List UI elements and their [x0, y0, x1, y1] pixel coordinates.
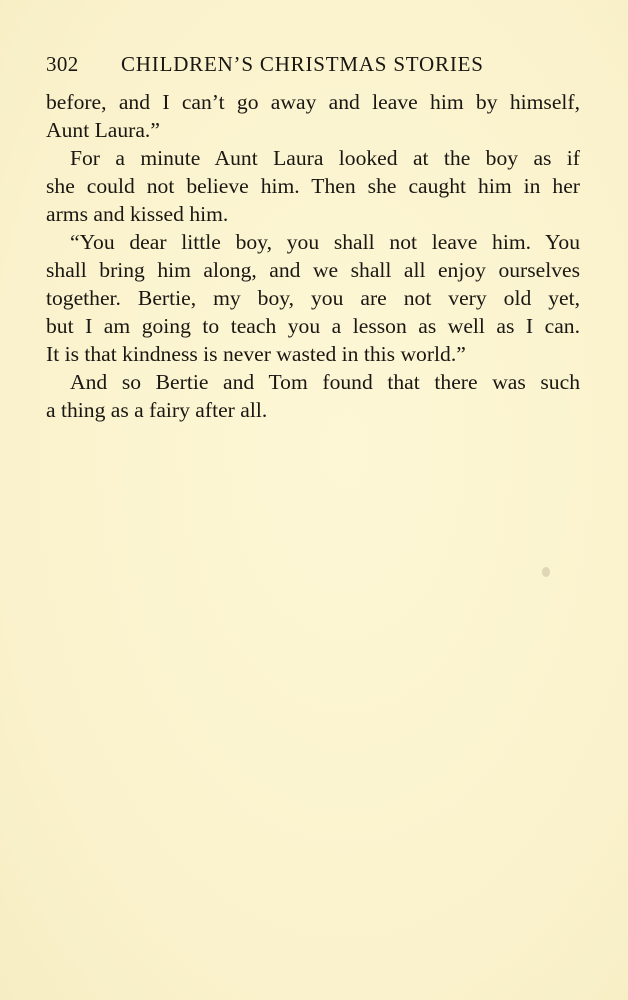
text-line: arms and kissed him. [46, 202, 229, 226]
page-number: 302 [46, 52, 79, 76]
text-line: It is that kindness is never wasted in this world.” [46, 342, 466, 366]
text-line: Aunt Laura.” [46, 118, 160, 142]
text-line: but I am going to teach you a lesson as well as I can. [46, 314, 580, 338]
running-head [46, 52, 586, 78]
text-line: together. Bertie, my boy, you are not very old yet, [46, 286, 580, 310]
text-line: she could not believe him. Then she caught him in her [46, 174, 580, 198]
paper-speck [542, 567, 550, 577]
body-text [46, 88, 580, 424]
text-line: shall bring him along, and we shall all enjoy ourselves [46, 258, 580, 282]
text-line: And so Bertie and Tom found that there was such [70, 370, 580, 394]
text-line: “You dear little boy, you shall not leave him. You [70, 230, 580, 254]
text-line: For a minute Aunt Laura looked at the boy as if [70, 146, 580, 170]
running-title: CHILDREN’S CHRISTMAS STORIES [121, 52, 484, 76]
text-line: a thing as a fairy after all. [46, 398, 268, 422]
text-line: before, and I can’t go away and leave him by himself, [46, 90, 580, 114]
